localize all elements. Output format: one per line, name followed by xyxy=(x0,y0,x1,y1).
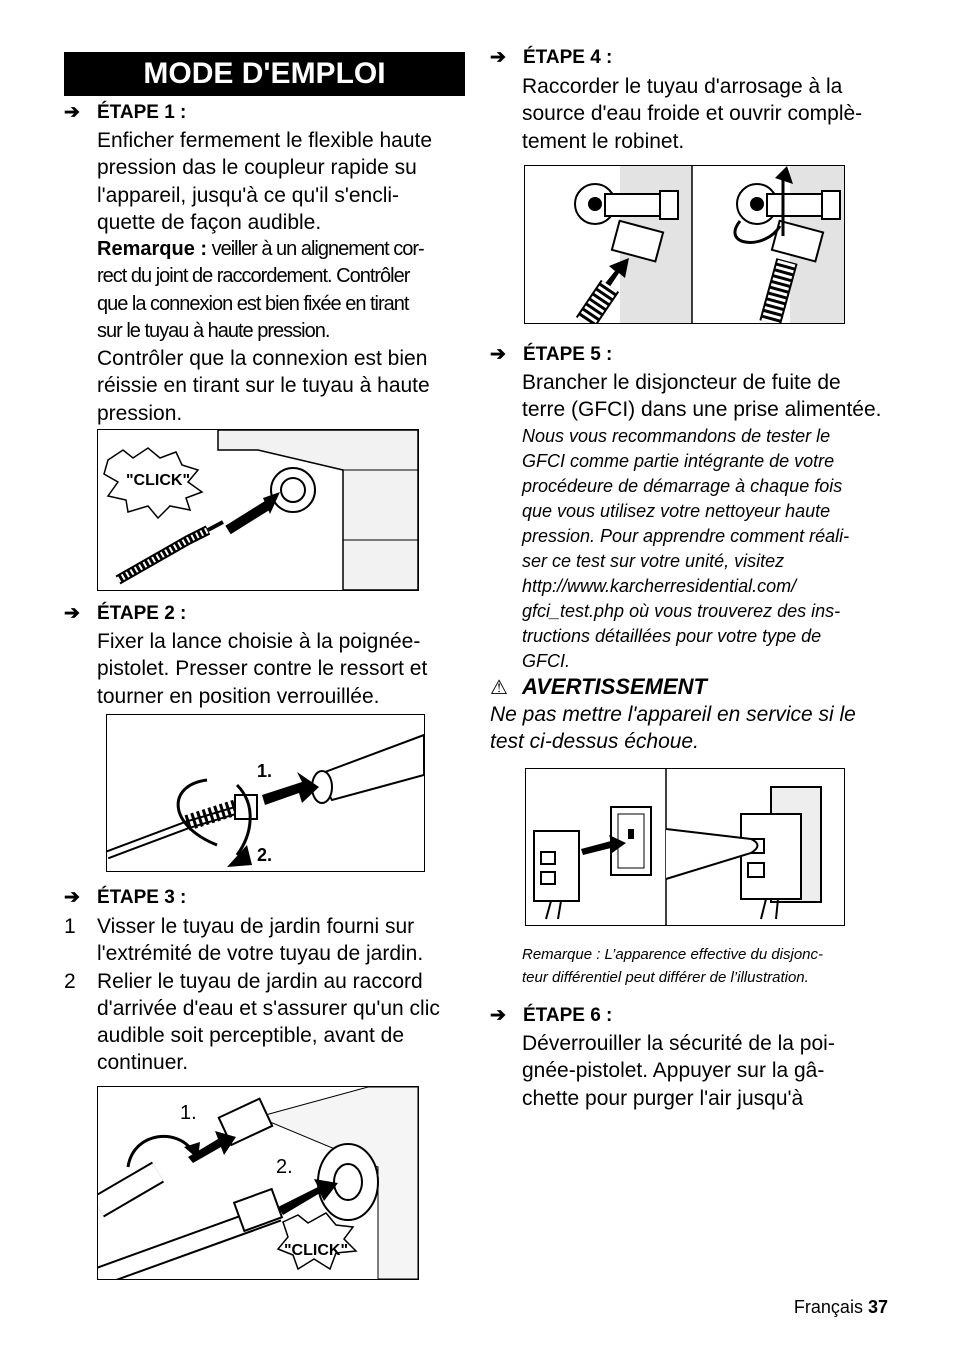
step-3-list xyxy=(64,913,469,1077)
step-4-heading: ➔ ÉTAPE 4 : xyxy=(490,44,612,71)
list-item: 1 Visser le tuyau de jardin fourni sur l'extrémité de votre tuyau de jardin. xyxy=(64,915,424,966)
step-1-after-text: Contrôler que la connexion est bien réissie en tirant sur le tuyau à haute pression. xyxy=(97,347,430,425)
step-4-figure xyxy=(524,165,845,324)
step-3-heading: ➔ ÉTAPE 3 : xyxy=(64,884,186,911)
step-1-text: Enficher fermement le flexible haute pression das le coupleur rapide su l'appareil, jusqu'à ce qu'il s'encli- quette de façon audible. xyxy=(97,129,433,234)
warning-heading: ⚠ AVERTISSEMENT xyxy=(490,673,707,702)
arrow-right-icon: ➔ xyxy=(490,344,506,365)
step-3-figure xyxy=(97,1086,419,1280)
list-item: 2 Relier le tuyau de jardin au raccord d'arrivée d'eau et s'assurer qu'un clic audible soit perceptible, avant de continuer. xyxy=(64,969,440,1075)
gfci-figure xyxy=(525,768,845,926)
arrow-right-icon: ➔ xyxy=(64,102,80,123)
arrow-right-icon: ➔ xyxy=(64,887,80,908)
warning-triangle-icon: ⚠ xyxy=(490,677,508,699)
gfci-remark: Remarque : L’apparence effective du disjonc- teur différentiel peut différer de l’illustration. xyxy=(522,946,824,986)
warning-text: Ne pas mettre l'appareil en service si le test ci-dessus échoue. xyxy=(490,703,856,754)
step-5-text: Brancher le disjoncteur de fuite de terre (GFCI) dans une prise alimentée. xyxy=(522,371,882,422)
page-footer xyxy=(794,1297,888,1318)
click-label: "CLICK" xyxy=(125,472,191,489)
figure-label-2: 2. xyxy=(257,845,273,865)
step-6-heading: ➔ ÉTAPE 6 : xyxy=(490,1002,612,1029)
arrow-right-icon: ➔ xyxy=(64,603,80,624)
step-2-text: Fixer la lance choisie à la poignée- pistolet. Presser contre le ressort et tourner en position verrouillée. xyxy=(97,630,428,708)
step-2-figure xyxy=(106,714,425,872)
page-number: 37 xyxy=(867,1297,888,1317)
step-6-text: Déverrouiller la sécurité de la poi- gnée-pistolet. Appuyer sur la gâ- chette pour purger l'air jusqu'à xyxy=(522,1032,835,1110)
step-4-text: Raccorder le tuyau d'arrosage à la source d'eau froide et ouvrir complè- tement le robinet. xyxy=(522,75,863,153)
step-5-italic-note: Nous vous recommandons de tester le GFCI comme partie intégrante de votre procédeure de démarrage à chaque fois que vous utilisez votre nettoyeur haute pression. Pour apprendre comment réali- ser ce test sur votre unité, visitez http://www.karcherresidential.com/ gfci_test.php où vous trouverez des ins- tructions détaillées pour votre type de GFCI. xyxy=(522,426,850,671)
step-5-heading: ➔ ÉTAPE 5 : xyxy=(490,341,612,368)
arrow-right-icon: ➔ xyxy=(490,1005,506,1026)
step-1-figure xyxy=(97,429,419,591)
page-title: MODE D'EMPLOI xyxy=(64,52,465,96)
figure-label-1: 1. xyxy=(180,1102,197,1124)
footer-language: Français xyxy=(793,1297,863,1317)
step-1-heading: ➔ ÉTAPE 1 : xyxy=(64,99,186,126)
step-1-note: Remarque : veiller à un alignement cor- rect du joint de raccordement. Contrôler que la connexion est bien fixée en tirant sur le tuyau à haute pression. xyxy=(97,238,424,342)
click-label: "CLICK" xyxy=(283,1242,349,1259)
figure-label-1: 1. xyxy=(257,761,273,781)
step-2-heading: ➔ ÉTAPE 2 : xyxy=(64,600,186,627)
arrow-right-icon: ➔ xyxy=(490,47,506,68)
figure-label-2: 2. xyxy=(276,1156,293,1178)
